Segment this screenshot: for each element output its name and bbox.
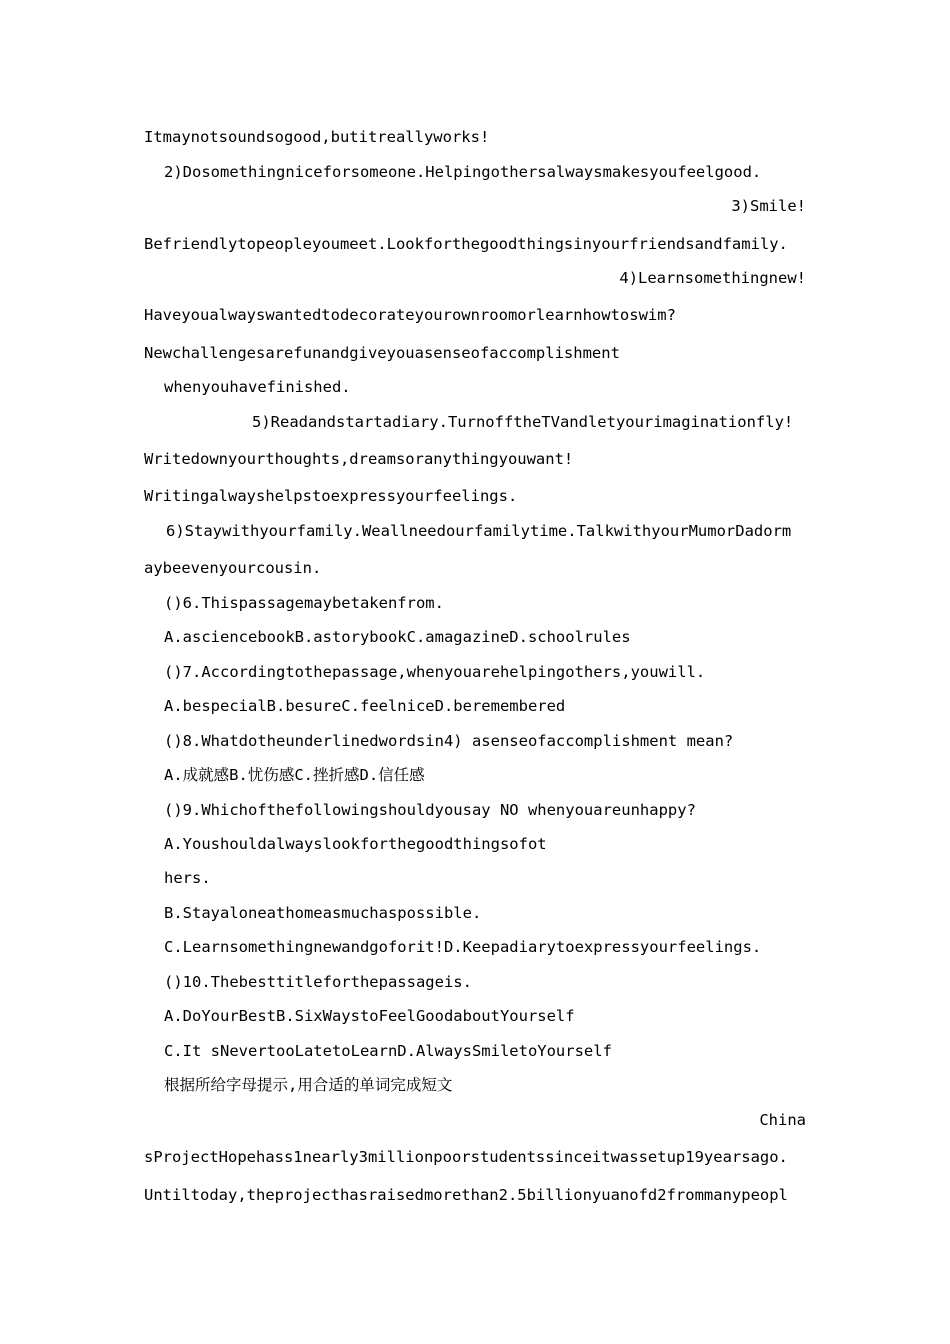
text-line: Itmaynotsoundsogood,butitreallyworks! [144, 128, 490, 146]
question-10: ()10.Thebesttitleforthepassageis. [164, 973, 472, 991]
text-line: Haveyoualwayswantedtodecorateyourownroomorlearnhowtoswim? [144, 306, 676, 324]
text-line: Newchallengesarefunandgiveyouasenseofaccomplishment [144, 344, 620, 362]
question-7-options: A.bespecialB.besureC.feelniceD.beremembered [164, 697, 566, 715]
text-line: whenyouhavefinished. [164, 378, 351, 396]
question-7: ()7.Accordingtothepassage,whenyouarehelpingothers,youwill. [164, 663, 706, 681]
text-line: 5)Readandstartadiary.TurnofftheTVandletyourimaginationfly! [252, 413, 794, 431]
question-9-option-b: B.Stayaloneathomeasmuchaspossible. [164, 904, 482, 922]
question-10-options-cd: C.It sNevertooLatetoLearnD.AlwaysSmiletoYourself [164, 1042, 612, 1060]
section-heading: 4)Learnsomethingnew! [619, 269, 806, 287]
question-8-options: A.成就感B.忧伤感C.挫折感D.信任感 [164, 766, 425, 784]
text-line: sProjectHopehass1nearly3millionpoorstudentssinceitwassetup19yearsago. [144, 1148, 788, 1166]
section-heading: 3)Smile! [731, 197, 806, 215]
text-line: Writedownyourthoughts,dreamsoranythingyouwant! [144, 450, 574, 468]
text-line: Writingalwayshelpstoexpressyourfeelings. [144, 487, 518, 505]
section-instruction: 根据所给字母提示,用合适的单词完成短文 [164, 1076, 453, 1094]
question-6: ()6.Thispassagemaybetakenfrom. [164, 594, 444, 612]
question-10-options-ab: A.DoYourBestB.SixWaystoFeelGoodaboutYourself [164, 1007, 575, 1025]
question-9: ()9.Whichofthefollowingshouldyousay NO whenyouareunhappy? [164, 801, 696, 819]
text-line: 6)Staywithyourfamily.Weallneedourfamilytime.TalkwithyourMumorDadorm [166, 522, 792, 540]
question-9-option-a: A.Youshouldalwayslookforthegoodthingsofot [164, 835, 547, 853]
question-9-option-a-cont: hers. [164, 869, 211, 887]
text-line: Untiltoday,theprojecthasraisedmorethan2.5billionyuanofd2frommanypeopl [144, 1186, 788, 1204]
text-line: 2)Dosomethingniceforsomeone.Helpingothersalwaysmakesyoufeelgood. [164, 163, 762, 181]
text-line: Befriendlytopeopleyoumeet.Lookforthegoodthingsinyourfriendsandfamily. [144, 235, 788, 253]
question-9-options-cd: C.Learnsomethingnewandgoforit!D.Keepadiarytoexpressyourfeelings. [164, 938, 762, 956]
question-6-options: A.asciencebookB.astorybookC.amagazineD.schoolrules [164, 628, 631, 646]
question-8: ()8.Whatdotheunderlinedwordsin4) asenseofaccomplishment mean? [164, 732, 734, 750]
text-line: aybeevenyourcousin. [144, 559, 322, 577]
text-line: China [759, 1111, 806, 1129]
